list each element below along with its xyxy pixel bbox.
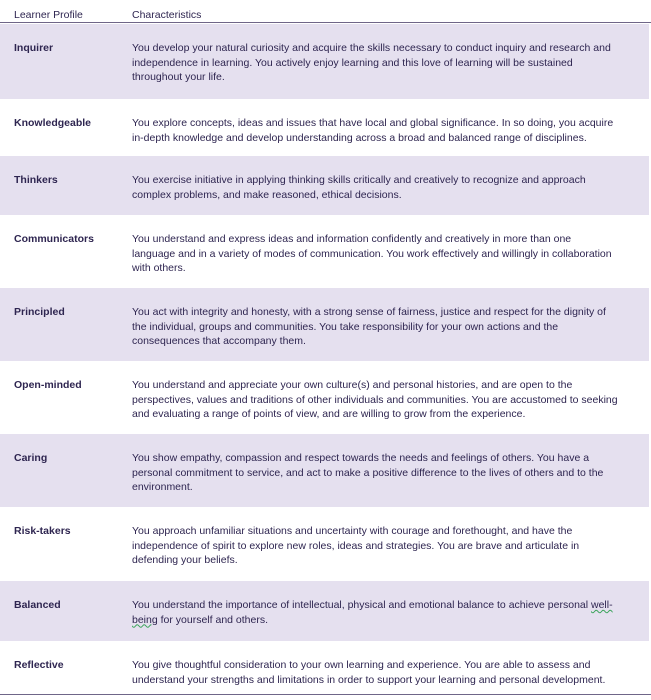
table-row-balanced [0, 581, 649, 641]
table-row-thinkers [0, 156, 649, 215]
header-characteristics: Characteristics [132, 9, 202, 21]
table-bottom-border [0, 694, 651, 695]
table-body [0, 24, 651, 694]
profile-description: You exercise initiative in applying thinking skills critically and creatively to recognize and approach complex problems, and make reasoned, ethical decisions. [132, 174, 586, 201]
header-learner-profile: Learner Profile [14, 9, 83, 21]
profile-name: Balanced [14, 599, 61, 611]
table-header [0, 0, 651, 23]
profile-name: Inquirer [14, 42, 54, 54]
profile-name: Thinkers [14, 174, 58, 186]
profile-description: You give thoughtful consideration to your own learning and experience. You are able to assess and understand your strengths and limitations in order to support your learning and personal development. [132, 659, 606, 686]
profile-description [132, 598, 642, 627]
table-row-knowledgeable [0, 99, 649, 156]
profile-description: You explore concepts, ideas and issues that have local and global significance. In so doing, you acquire in-depth knowledge and develop understanding across a broad and balanced range of disciplines. [132, 117, 614, 144]
table-row-reflective [0, 641, 649, 694]
description-text: You understand the importance of intellectual, physical and emotional balance to achieve personal [132, 599, 591, 611]
profile-name: Knowledgeable [14, 117, 92, 129]
profile-description: You understand and appreciate your own culture(s) and personal histories, and are open to the perspectives, values and traditions of other individuals and communities. You are accustomed to seeking and evaluating a range of points of view, and are willing to grow from the experience. [132, 379, 618, 421]
table-row-risk-takers [0, 507, 649, 581]
spellcheck-underlined-text: well- being [132, 599, 613, 626]
table-row-communicators [0, 215, 649, 288]
table-row-principled [0, 288, 649, 361]
table-row-inquirer [0, 24, 649, 99]
description-text: for yourself and others. [157, 613, 269, 626]
profile-description: You act with integrity and honesty, with a strong sense of fairness, justice and respect for the dignity of the individual, groups and communities. You take responsibility for your own actions and the consequences that accompany them. [132, 306, 606, 348]
profile-description: You understand and express ideas and information confidently and creatively in more than one language and in a variety of modes of communication. You work effectively and willingly in collaboration with others. [132, 233, 612, 275]
profile-name: Open-minded [14, 379, 82, 391]
table-row-open-minded [0, 361, 649, 434]
profile-name: Caring [14, 452, 48, 464]
profile-name: Risk-takers [14, 525, 71, 537]
profile-description: You develop your natural curiosity and acquire the skills necessary to conduct inquiry and research and independence in learning. You actively enjoy learning and this love of learning will be sustained throughout your life. [132, 42, 611, 84]
table-row-caring [0, 434, 649, 507]
profile-name: Reflective [14, 659, 64, 671]
profile-name: Principled [14, 306, 65, 318]
profile-name: Communicators [14, 233, 94, 245]
profile-description: You show empathy, compassion and respect towards the needs and feelings of others. You have a personal commitment to service, and act to make a positive difference to the lives of others and to the environment. [132, 452, 604, 494]
profile-description: You approach unfamiliar situations and uncertainty with courage and forethought, and have the independence of spirit to explore new roles, ideas and strategies. You are brave and articulate in defending your beliefs. [132, 525, 580, 567]
